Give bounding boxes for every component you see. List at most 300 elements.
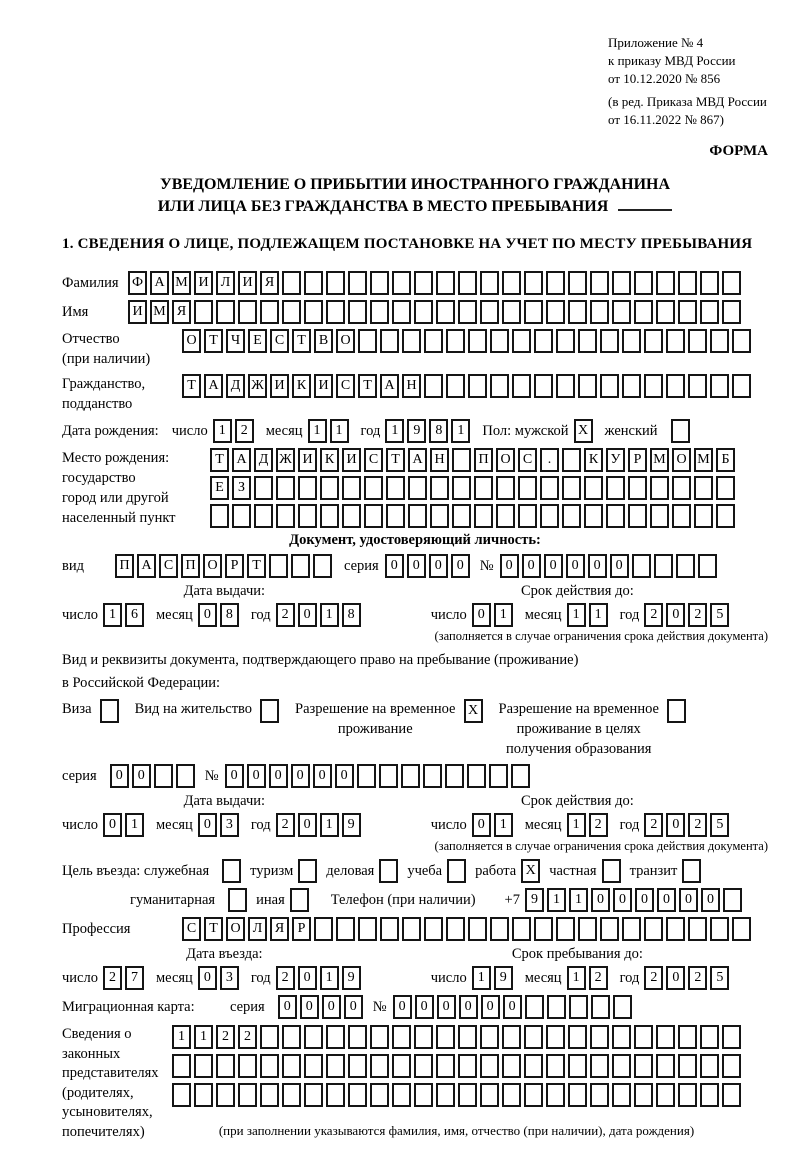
char-box[interactable]	[304, 1025, 323, 1049]
char-box[interactable]	[348, 300, 367, 324]
char-box[interactable]: 0	[451, 554, 470, 578]
temp-residence-checkbox[interactable]	[456, 699, 483, 723]
sex-female-checkbox[interactable]	[671, 419, 690, 443]
char-box[interactable]	[490, 917, 509, 941]
char-box[interactable]	[326, 300, 345, 324]
char-box[interactable]: 0	[198, 966, 217, 990]
firstname-input[interactable]	[128, 300, 741, 324]
char-box[interactable]	[480, 1025, 499, 1049]
char-box[interactable]	[452, 504, 471, 528]
char-box[interactable]: 0	[679, 888, 698, 912]
char-box[interactable]: 0	[393, 995, 412, 1019]
char-box[interactable]: 0	[701, 888, 720, 912]
char-box[interactable]	[232, 504, 251, 528]
char-box[interactable]	[386, 476, 405, 500]
char-box[interactable]	[326, 1054, 345, 1078]
char-box[interactable]	[392, 271, 411, 295]
char-box[interactable]	[424, 374, 443, 398]
char-box[interactable]	[634, 1083, 653, 1107]
char-box[interactable]: В	[314, 329, 333, 353]
char-box[interactable]: 0	[198, 813, 217, 837]
char-box[interactable]: О	[496, 448, 515, 472]
char-box[interactable]	[408, 476, 427, 500]
char-box[interactable]: П	[181, 554, 200, 578]
char-box[interactable]	[364, 476, 383, 500]
char-box[interactable]	[644, 917, 663, 941]
char-box[interactable]	[370, 271, 389, 295]
char-box[interactable]	[716, 476, 735, 500]
char-box[interactable]: С	[336, 374, 355, 398]
char-box[interactable]: Д	[254, 448, 273, 472]
char-box[interactable]	[600, 374, 619, 398]
char-box[interactable]	[276, 476, 295, 500]
char-box[interactable]: 9	[342, 966, 361, 990]
char-box[interactable]	[678, 1083, 697, 1107]
representatives-input-row1[interactable]	[172, 1025, 741, 1049]
sex-male-checkbox[interactable]	[574, 419, 593, 443]
char-box[interactable]	[562, 476, 581, 500]
char-box[interactable]	[591, 995, 610, 1019]
char-box[interactable]	[666, 374, 685, 398]
char-box[interactable]	[613, 995, 632, 1019]
char-box[interactable]: Т	[182, 374, 201, 398]
char-box[interactable]	[656, 271, 675, 295]
purpose-humanitarian-checkbox[interactable]	[228, 888, 247, 912]
char-box[interactable]	[568, 271, 587, 295]
char-box[interactable]	[467, 764, 486, 788]
char-box[interactable]	[612, 1083, 631, 1107]
char-box[interactable]	[590, 1054, 609, 1078]
char-box[interactable]: 1	[567, 966, 586, 990]
char-box[interactable]: Р	[225, 554, 244, 578]
char-box[interactable]	[666, 329, 685, 353]
char-box[interactable]: 0	[298, 813, 317, 837]
identity-issue-year-input[interactable]	[276, 603, 361, 627]
char-box[interactable]	[547, 995, 566, 1019]
entry-day-input[interactable]	[103, 966, 144, 990]
education-residence-checkbox[interactable]	[659, 699, 686, 723]
char-box[interactable]: М	[694, 448, 713, 472]
char-box[interactable]: Ж	[276, 448, 295, 472]
char-box[interactable]	[336, 917, 355, 941]
char-box[interactable]: 2	[235, 419, 254, 443]
identity-series-input[interactable]	[385, 554, 470, 578]
char-box[interactable]: 0	[103, 813, 122, 837]
char-box[interactable]	[392, 1083, 411, 1107]
char-box[interactable]: 0	[344, 995, 363, 1019]
char-box[interactable]: 0	[610, 554, 629, 578]
char-box[interactable]	[612, 300, 631, 324]
char-box[interactable]	[502, 1054, 521, 1078]
char-box[interactable]	[688, 917, 707, 941]
char-box[interactable]: О	[203, 554, 222, 578]
citizenship-input[interactable]	[182, 374, 751, 398]
char-box[interactable]	[634, 1054, 653, 1078]
char-box[interactable]	[671, 419, 690, 443]
char-box[interactable]: С	[364, 448, 383, 472]
char-box[interactable]: С	[518, 448, 537, 472]
char-box[interactable]: 2	[688, 603, 707, 627]
char-box[interactable]: И	[314, 374, 333, 398]
identity-valid-month-input[interactable]	[567, 603, 608, 627]
char-box[interactable]	[650, 476, 669, 500]
char-box[interactable]: 1	[320, 603, 339, 627]
char-box[interactable]	[654, 554, 673, 578]
char-box[interactable]: Н	[430, 448, 449, 472]
char-box[interactable]	[722, 271, 741, 295]
char-box[interactable]	[474, 504, 493, 528]
birthplace-input-row2[interactable]	[210, 476, 735, 500]
char-box[interactable]: 1	[125, 813, 144, 837]
char-box[interactable]: Я	[260, 271, 279, 295]
birth-year-input[interactable]	[385, 419, 470, 443]
char-box[interactable]: 0	[132, 764, 151, 788]
char-box[interactable]: 1	[194, 1025, 213, 1049]
char-box[interactable]: 5	[710, 813, 729, 837]
char-box[interactable]: 0	[591, 888, 610, 912]
residence-valid-year-input[interactable]	[644, 813, 729, 837]
char-box[interactable]: А	[408, 448, 427, 472]
char-box[interactable]	[436, 1025, 455, 1049]
char-box[interactable]: 0	[657, 888, 676, 912]
char-box[interactable]	[402, 917, 421, 941]
char-box[interactable]	[710, 374, 729, 398]
identity-issue-month-input[interactable]	[198, 603, 239, 627]
char-box[interactable]: 8	[429, 419, 448, 443]
char-box[interactable]: 1	[172, 1025, 191, 1049]
char-box[interactable]	[644, 374, 663, 398]
purpose-tourism-checkbox[interactable]	[298, 859, 317, 883]
char-box[interactable]	[392, 300, 411, 324]
char-box[interactable]: 0	[291, 764, 310, 788]
char-box[interactable]: 0	[522, 554, 541, 578]
char-box[interactable]	[260, 699, 279, 723]
char-box[interactable]	[458, 1083, 477, 1107]
char-box[interactable]	[348, 1054, 367, 1078]
char-box[interactable]: 0	[666, 603, 685, 627]
char-box[interactable]	[568, 1083, 587, 1107]
residence-issue-month-input[interactable]	[198, 813, 239, 837]
char-box[interactable]	[342, 476, 361, 500]
char-box[interactable]	[590, 1083, 609, 1107]
char-box[interactable]	[644, 329, 663, 353]
char-box[interactable]	[370, 1054, 389, 1078]
char-box[interactable]	[446, 374, 465, 398]
char-box[interactable]: К	[292, 374, 311, 398]
char-box[interactable]	[584, 504, 603, 528]
surname-input[interactable]	[128, 271, 741, 295]
char-box[interactable]	[222, 859, 241, 883]
char-box[interactable]: 0	[472, 813, 491, 837]
char-box[interactable]	[634, 1025, 653, 1049]
char-box[interactable]: М	[650, 448, 669, 472]
char-box[interactable]	[612, 1054, 631, 1078]
char-box[interactable]	[676, 554, 695, 578]
char-box[interactable]	[694, 504, 713, 528]
char-box[interactable]	[534, 329, 553, 353]
char-box[interactable]	[656, 300, 675, 324]
char-box[interactable]	[688, 329, 707, 353]
char-box[interactable]	[546, 271, 565, 295]
char-box[interactable]: 0	[666, 813, 685, 837]
identity-valid-year-input[interactable]	[644, 603, 729, 627]
char-box[interactable]	[304, 1083, 323, 1107]
char-box[interactable]	[590, 271, 609, 295]
char-box[interactable]	[710, 329, 729, 353]
char-box[interactable]	[238, 1083, 257, 1107]
char-box[interactable]	[474, 476, 493, 500]
char-box[interactable]	[732, 329, 751, 353]
identity-valid-day-input[interactable]	[472, 603, 513, 627]
char-box[interactable]: 0	[335, 764, 354, 788]
char-box[interactable]	[430, 476, 449, 500]
char-box[interactable]	[364, 504, 383, 528]
char-box[interactable]: Б	[716, 448, 735, 472]
char-box[interactable]	[436, 271, 455, 295]
residence-number-input[interactable]	[225, 764, 530, 788]
char-box[interactable]	[569, 995, 588, 1019]
representatives-input-row2[interactable]	[172, 1054, 741, 1078]
char-box[interactable]: 2	[644, 813, 663, 837]
char-box[interactable]	[430, 504, 449, 528]
char-box[interactable]	[326, 1083, 345, 1107]
birthplace-input-row1[interactable]	[210, 448, 735, 472]
char-box[interactable]	[414, 271, 433, 295]
char-box[interactable]: И	[270, 374, 289, 398]
char-box[interactable]: 1	[320, 966, 339, 990]
char-box[interactable]	[445, 764, 464, 788]
char-box[interactable]	[401, 764, 420, 788]
char-box[interactable]	[238, 1054, 257, 1078]
char-box[interactable]: 1	[567, 813, 586, 837]
profession-input[interactable]	[182, 917, 751, 941]
char-box[interactable]: И	[128, 300, 147, 324]
char-box[interactable]	[540, 504, 559, 528]
char-box[interactable]	[518, 504, 537, 528]
purpose-official-checkbox[interactable]	[222, 859, 241, 883]
char-box[interactable]: 2	[688, 813, 707, 837]
char-box[interactable]	[282, 1083, 301, 1107]
char-box[interactable]	[556, 329, 575, 353]
char-box[interactable]	[452, 448, 471, 472]
char-box[interactable]	[590, 300, 609, 324]
char-box[interactable]: С	[270, 329, 289, 353]
char-box[interactable]: З	[232, 476, 251, 500]
char-box[interactable]	[568, 1025, 587, 1049]
char-box[interactable]	[380, 917, 399, 941]
char-box[interactable]	[502, 1025, 521, 1049]
char-box[interactable]: 7	[125, 966, 144, 990]
entry-year-input[interactable]	[276, 966, 361, 990]
char-box[interactable]	[194, 1054, 213, 1078]
char-box[interactable]	[424, 917, 443, 941]
stay-day-input[interactable]	[472, 966, 513, 990]
char-box[interactable]	[518, 476, 537, 500]
char-box[interactable]: 2	[276, 813, 295, 837]
char-box[interactable]: 0	[110, 764, 129, 788]
char-box[interactable]: 2	[688, 966, 707, 990]
char-box[interactable]	[408, 504, 427, 528]
char-box[interactable]: И	[238, 271, 257, 295]
char-box[interactable]	[534, 917, 553, 941]
char-box[interactable]: 0	[429, 554, 448, 578]
char-box[interactable]: Р	[628, 448, 647, 472]
char-box[interactable]	[723, 888, 742, 912]
char-box[interactable]	[628, 504, 647, 528]
char-box[interactable]	[304, 1054, 323, 1078]
migration-series-input[interactable]	[278, 995, 363, 1019]
char-box[interactable]	[546, 1054, 565, 1078]
char-box[interactable]	[622, 917, 641, 941]
char-box[interactable]	[458, 271, 477, 295]
char-box[interactable]: 8	[342, 603, 361, 627]
char-box[interactable]	[700, 300, 719, 324]
char-box[interactable]	[282, 300, 301, 324]
char-box[interactable]: 2	[644, 603, 663, 627]
char-box[interactable]	[568, 300, 587, 324]
char-box[interactable]	[290, 888, 309, 912]
char-box[interactable]	[524, 300, 543, 324]
char-box[interactable]: 0	[298, 603, 317, 627]
char-box[interactable]	[732, 374, 751, 398]
visa-checkbox[interactable]	[92, 699, 119, 723]
char-box[interactable]: 0	[544, 554, 563, 578]
char-box[interactable]: 2	[276, 966, 295, 990]
char-box[interactable]: 5	[710, 966, 729, 990]
char-box[interactable]: Т	[386, 448, 405, 472]
char-box[interactable]	[392, 1054, 411, 1078]
char-box[interactable]	[172, 1083, 191, 1107]
char-box[interactable]	[468, 329, 487, 353]
char-box[interactable]	[716, 504, 735, 528]
char-box[interactable]	[402, 329, 421, 353]
char-box[interactable]	[502, 271, 521, 295]
char-box[interactable]: С	[182, 917, 201, 941]
char-box[interactable]	[612, 271, 631, 295]
char-box[interactable]	[458, 300, 477, 324]
char-box[interactable]: 2	[644, 966, 663, 990]
char-box[interactable]: .	[540, 448, 559, 472]
char-box[interactable]	[194, 1083, 213, 1107]
char-box[interactable]: 0	[225, 764, 244, 788]
char-box[interactable]	[238, 300, 257, 324]
char-box[interactable]	[269, 554, 288, 578]
char-box[interactable]	[304, 271, 323, 295]
purpose-other-checkbox[interactable]	[290, 888, 309, 912]
char-box[interactable]: П	[474, 448, 493, 472]
char-box[interactable]	[512, 374, 531, 398]
char-box[interactable]: И	[298, 448, 317, 472]
char-box[interactable]: Д	[226, 374, 245, 398]
char-box[interactable]: И	[342, 448, 361, 472]
char-box[interactable]	[380, 329, 399, 353]
char-box[interactable]: Я	[172, 300, 191, 324]
char-box[interactable]	[678, 300, 697, 324]
char-box[interactable]	[379, 764, 398, 788]
char-box[interactable]: 1	[320, 813, 339, 837]
char-box[interactable]: 1	[567, 603, 586, 627]
char-box[interactable]	[562, 448, 581, 472]
char-box[interactable]	[694, 476, 713, 500]
char-box[interactable]	[490, 329, 509, 353]
char-box[interactable]	[260, 300, 279, 324]
purpose-private-checkbox[interactable]	[602, 859, 621, 883]
char-box[interactable]: 9	[407, 419, 426, 443]
birthplace-input-row3[interactable]	[210, 504, 735, 528]
char-box[interactable]	[348, 1025, 367, 1049]
char-box[interactable]: 0	[415, 995, 434, 1019]
char-box[interactable]	[414, 1083, 433, 1107]
char-box[interactable]	[326, 271, 345, 295]
char-box[interactable]	[436, 300, 455, 324]
char-box[interactable]	[348, 271, 367, 295]
char-box[interactable]: М	[150, 300, 169, 324]
patronymic-input[interactable]	[182, 329, 751, 353]
char-box[interactable]	[468, 374, 487, 398]
char-box[interactable]	[282, 271, 301, 295]
char-box[interactable]	[600, 917, 619, 941]
char-box[interactable]	[600, 329, 619, 353]
char-box[interactable]	[436, 1083, 455, 1107]
char-box[interactable]	[556, 374, 575, 398]
char-box[interactable]: М	[172, 271, 191, 295]
char-box[interactable]	[260, 1054, 279, 1078]
char-box[interactable]	[358, 329, 377, 353]
char-box[interactable]: 1	[547, 888, 566, 912]
char-box[interactable]	[446, 329, 465, 353]
char-box[interactable]	[298, 504, 317, 528]
char-box[interactable]	[260, 1083, 279, 1107]
char-box[interactable]: Н	[402, 374, 421, 398]
stay-year-input[interactable]	[644, 966, 729, 990]
purpose-work-checkbox[interactable]	[521, 859, 540, 883]
char-box[interactable]: 1	[103, 603, 122, 627]
char-box[interactable]: К	[320, 448, 339, 472]
char-box[interactable]: 0	[278, 995, 297, 1019]
char-box[interactable]	[386, 504, 405, 528]
residence-issue-year-input[interactable]	[276, 813, 361, 837]
char-box[interactable]	[524, 1025, 543, 1049]
char-box[interactable]	[578, 917, 597, 941]
char-box[interactable]	[556, 917, 575, 941]
char-box[interactable]: 0	[503, 995, 522, 1019]
char-box[interactable]: Ф	[128, 271, 147, 295]
purpose-transit-checkbox[interactable]	[682, 859, 701, 883]
char-box[interactable]	[254, 504, 273, 528]
char-box[interactable]: 1	[472, 966, 491, 990]
char-box[interactable]: 1	[385, 419, 404, 443]
char-box[interactable]: И	[194, 271, 213, 295]
char-box[interactable]: С	[159, 554, 178, 578]
char-box[interactable]	[480, 1083, 499, 1107]
char-box[interactable]: 0	[300, 995, 319, 1019]
char-box[interactable]	[254, 476, 273, 500]
char-box[interactable]	[650, 504, 669, 528]
char-box[interactable]	[656, 1025, 675, 1049]
char-box[interactable]	[546, 1083, 565, 1107]
char-box[interactable]: 0	[481, 995, 500, 1019]
char-box[interactable]	[667, 699, 686, 723]
char-box[interactable]: 0	[313, 764, 332, 788]
char-box[interactable]	[458, 1025, 477, 1049]
char-box[interactable]	[722, 1083, 741, 1107]
char-box[interactable]	[348, 1083, 367, 1107]
char-box[interactable]: 8	[220, 603, 239, 627]
birth-month-input[interactable]	[308, 419, 349, 443]
char-box[interactable]: 0	[472, 603, 491, 627]
char-box[interactable]: Т	[358, 374, 377, 398]
char-box[interactable]	[304, 300, 323, 324]
